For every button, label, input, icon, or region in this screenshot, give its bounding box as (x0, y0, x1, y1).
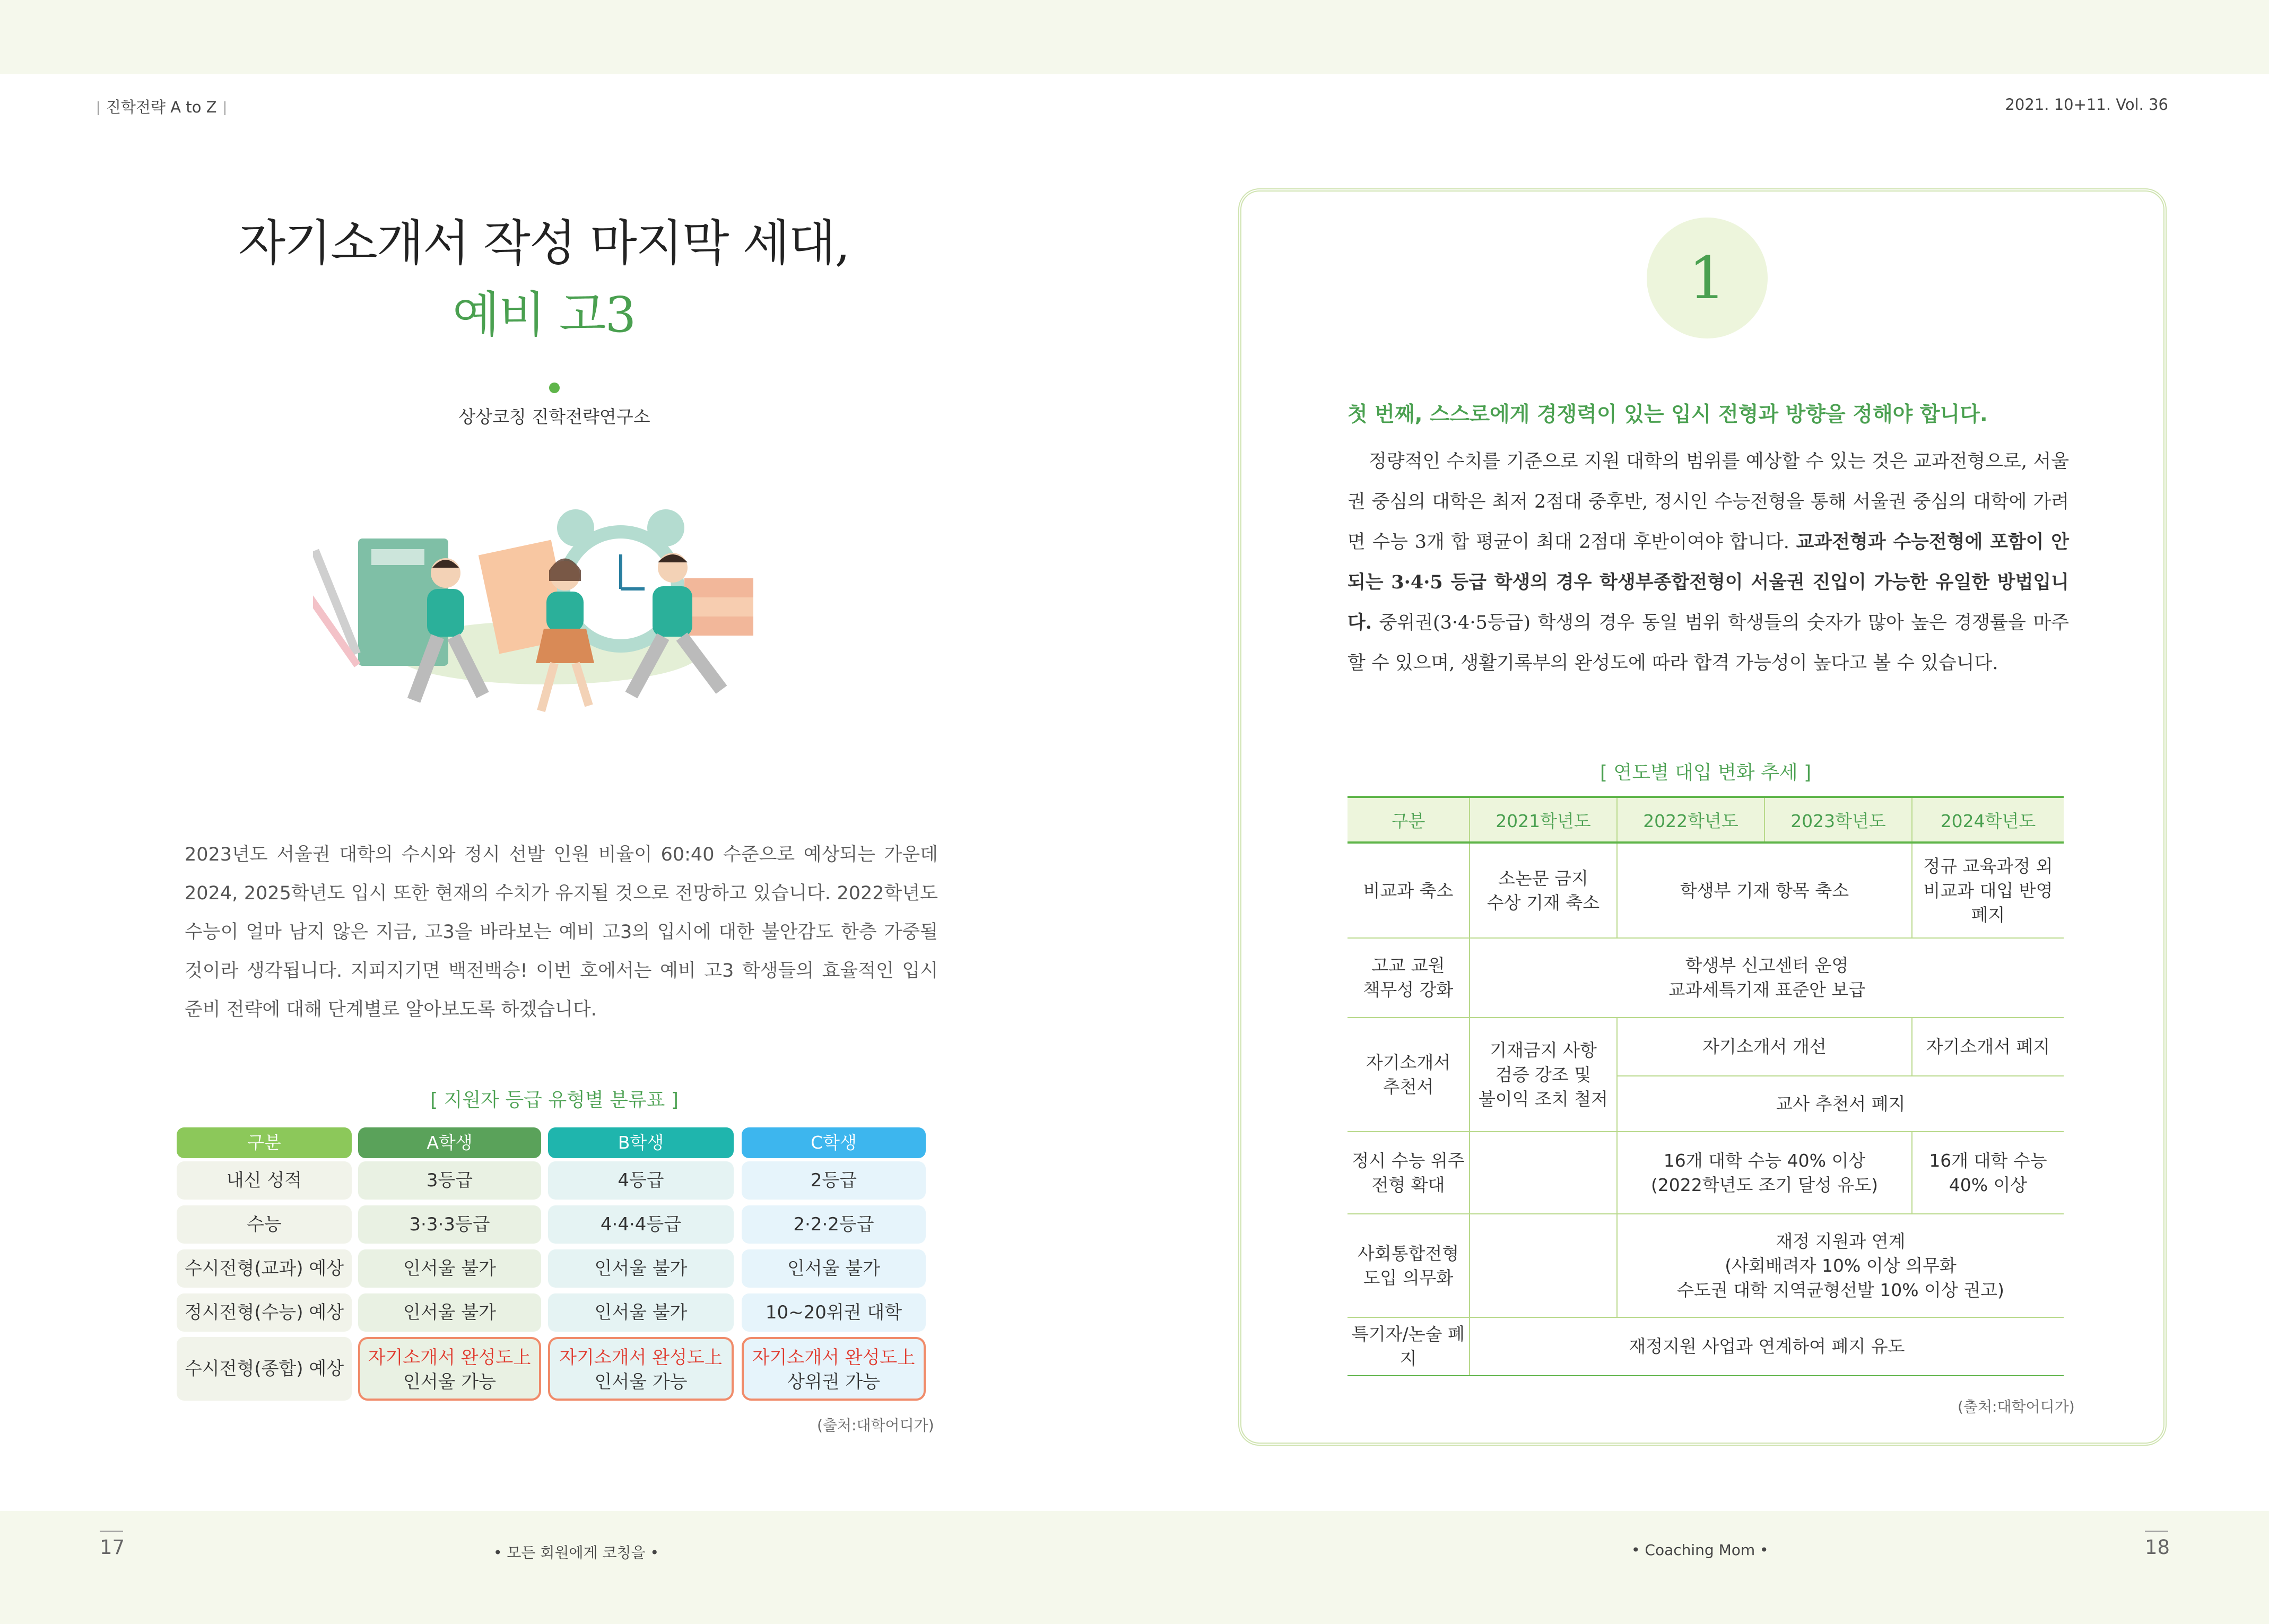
rt-cell (1470, 1214, 1617, 1317)
lt-row-label: 내신 성적 (177, 1161, 352, 1200)
rt-row-label: 자기소개서 추천서 (1348, 1018, 1470, 1132)
page-title: 자기소개서 작성 마지막 세대, (238, 215, 849, 272)
page-title-accent: 예비 고3 (452, 286, 636, 343)
author: 상상코칭 진학전략연구소 (458, 406, 650, 427)
rt-cell: 교사 추천서 폐지 (1617, 1076, 2064, 1132)
issue-label: 2021. 10+11. Vol. 36 (2005, 95, 2168, 114)
lt-header-a: A학생 (358, 1127, 541, 1158)
lt-header-gu: 구분 (177, 1127, 352, 1158)
rt-row-label: 사회통합전형 도입 의무화 (1348, 1214, 1470, 1317)
rt-cell: 소논문 금지 수상 기재 축소 (1470, 843, 1617, 938)
lt-cell: 2·2·2등급 (742, 1205, 926, 1244)
section-label: 진학전략 A to Z (106, 98, 217, 116)
section-header (90, 95, 233, 117)
intro-paragraph: 2023년도 서울권 대학의 수시와 정시 선발 인원 비율이 60:40 수준으로 예상되는 가운데 2024, 2025학년도 입시 또한 현재의 수치가 유지될 것으로 전망하고 있습니다. 2022학년도 수능이 얼마 남지 않은 지금, 고3을 바라보는 예비 고3의 입시에 대한 불안감도 한층 가중될 것이라 생각됩니다. 지피지기면 백전백승! 이번 호에서는 예비 고3 학생들의 효율적인 입시 준비 전략에 대해 단계별로 알아보도록 하겠습니다. (185, 844, 938, 1020)
rt-header: 2024학년도 (1912, 797, 2064, 843)
lt-cell: 인서울 불가 (742, 1249, 926, 1288)
rt-header: 구분 (1348, 797, 1470, 843)
rt-cell (1470, 1132, 1617, 1214)
students-running-illustration (313, 488, 753, 775)
lt-cell: 3등급 (358, 1161, 541, 1200)
lt-cell-note: 자기소개서 완성도上 (752, 1347, 916, 1368)
lt-cell: 인서울 불가 (358, 1249, 541, 1288)
lt-cell: 4·4·4등급 (548, 1205, 734, 1244)
lt-row-label: 정시전형(수능) 예상 (177, 1293, 352, 1332)
rt-cell: 학생부 기재 항목 축소 (1617, 843, 1912, 938)
rt-header: 2021학년도 (1470, 797, 1617, 843)
step-subtitle: 첫 번째, 스스로에게 경쟁력이 있는 입시 전형과 방향을 정해야 합니다. (1348, 403, 1988, 427)
rt-cell: 재정 지원과 연계 (사회배려자 10% 이상 의무화 수도권 대학 지역균형선발 10% 이상 권고) (1617, 1214, 2064, 1317)
lt-cell-result: 상위권 가능 (787, 1371, 881, 1393)
rt-cell: 16개 대학 수능 40% 이상 (1912, 1132, 2064, 1214)
right-table-caption: [ 연도별 대입 변화 추세 ] (1599, 762, 1812, 784)
para-text: 중위권(3·4·5등급) 학생의 경우 동일 범위 학생들의 숫자가 많아 높은 경쟁률을 마주할 수 있으며, 생활기록부의 완성도에 따라 합격 가능성이 높다고 볼 수 있습니다. (1348, 612, 2069, 674)
left-table-source: (출처:대학어디가) (817, 1417, 934, 1434)
rt-cell: 16개 대학 수능 40% 이상 (2022학년도 조기 달성 유도) (1617, 1132, 1912, 1214)
lt-row-label: 수능 (177, 1205, 352, 1244)
lt-cell: 4등급 (548, 1161, 734, 1200)
lt-row-label: 수시전형(종합) 예상 (177, 1337, 352, 1401)
lt-highlight-cell (358, 1337, 541, 1401)
lt-cell: 2등급 (742, 1161, 926, 1200)
lt-highlight-cell (742, 1337, 926, 1401)
rt-row-label: 정시 수능 위주 전형 확대 (1348, 1132, 1470, 1214)
lt-highlight-cell (548, 1337, 734, 1401)
para-emphasis: 교과전형과 수능전형에 포함이 안 되는 3·4·5 등급 학생의 경우 학생부종합전형이 서울권 진입이 가능한 유일한 방법입니다. (1348, 531, 2069, 633)
rt-cell: 재정지원 사업과 연계하여 폐지 유도 (1470, 1317, 2064, 1376)
rt-cell: 자기소개서 폐지 (1912, 1018, 2064, 1076)
rt-row-label: 고교 교원 책무성 강화 (1348, 938, 1470, 1018)
page-number-right: 18 (2145, 1536, 2170, 1559)
lt-cell: 인서울 불가 (358, 1293, 541, 1332)
para-text: 정량적인 수치를 기준으로 지원 대학의 범위를 예상할 수 있는 것은 교과전형으로, 서울권 중심의 대학은 최저 2점대 중후반, 정시인 수능전형을 통해 서울권 중심의 대학에 가려면 수능 3개 합 평균이 최대 2점대 후반이여야 합니다. (1348, 451, 2069, 553)
lt-cell-result: 인서울 가능 (403, 1371, 497, 1393)
lt-cell: 10~20위권 대학 (742, 1293, 926, 1332)
page-divider (100, 1531, 123, 1532)
page-number-left: 17 (100, 1536, 125, 1559)
rt-header: 2023학년도 (1764, 797, 1912, 843)
bottom-band (0, 1511, 2269, 1624)
step-paragraph (1348, 441, 2069, 683)
lt-header-b: B학생 (548, 1127, 734, 1158)
lt-cell-note: 자기소개서 완성도上 (368, 1347, 532, 1368)
top-band (0, 0, 2269, 74)
rt-row-label: 특기자/논술 폐지 (1348, 1317, 1470, 1376)
rt-cell: 자기소개서 개선 (1617, 1018, 1912, 1076)
rt-cell: 학생부 신고센터 운영 교과세특기재 표준안 보급 (1470, 938, 2064, 1018)
lt-cell: 3·3·3등급 (358, 1205, 541, 1244)
step-number: 1 (1647, 218, 1768, 338)
lt-cell: 인서울 불가 (548, 1249, 734, 1288)
rt-header: 2022학년도 (1617, 797, 1764, 843)
footer-left-text: • 모든 회원에게 코칭을 • (493, 1544, 659, 1561)
rt-cell: 기재금지 사항 검증 강조 및 불이익 조치 철저 (1470, 1018, 1617, 1132)
bullet-dot (549, 383, 560, 393)
rt-cell: 정규 교육과정 외 비교과 대입 반영 폐지 (1912, 843, 2064, 938)
admission-trend-table (1348, 796, 2064, 1376)
page-divider (2145, 1531, 2168, 1532)
lt-row-label: 수시전형(교과) 예상 (177, 1249, 352, 1288)
lt-cell: 인서울 불가 (548, 1293, 734, 1332)
lt-cell-result: 인서울 가능 (594, 1371, 688, 1393)
lt-cell-note: 자기소개서 완성도上 (559, 1347, 723, 1368)
lt-header-c: C학생 (742, 1127, 926, 1158)
footer-right-text: • Coaching Mom • (1631, 1541, 1769, 1559)
rt-row-label: 비교과 축소 (1348, 843, 1470, 938)
left-table-caption: [ 지원자 등급 유형별 분류표 ] (430, 1089, 679, 1111)
right-table-source: (출처:대학어디가) (1958, 1398, 2075, 1415)
